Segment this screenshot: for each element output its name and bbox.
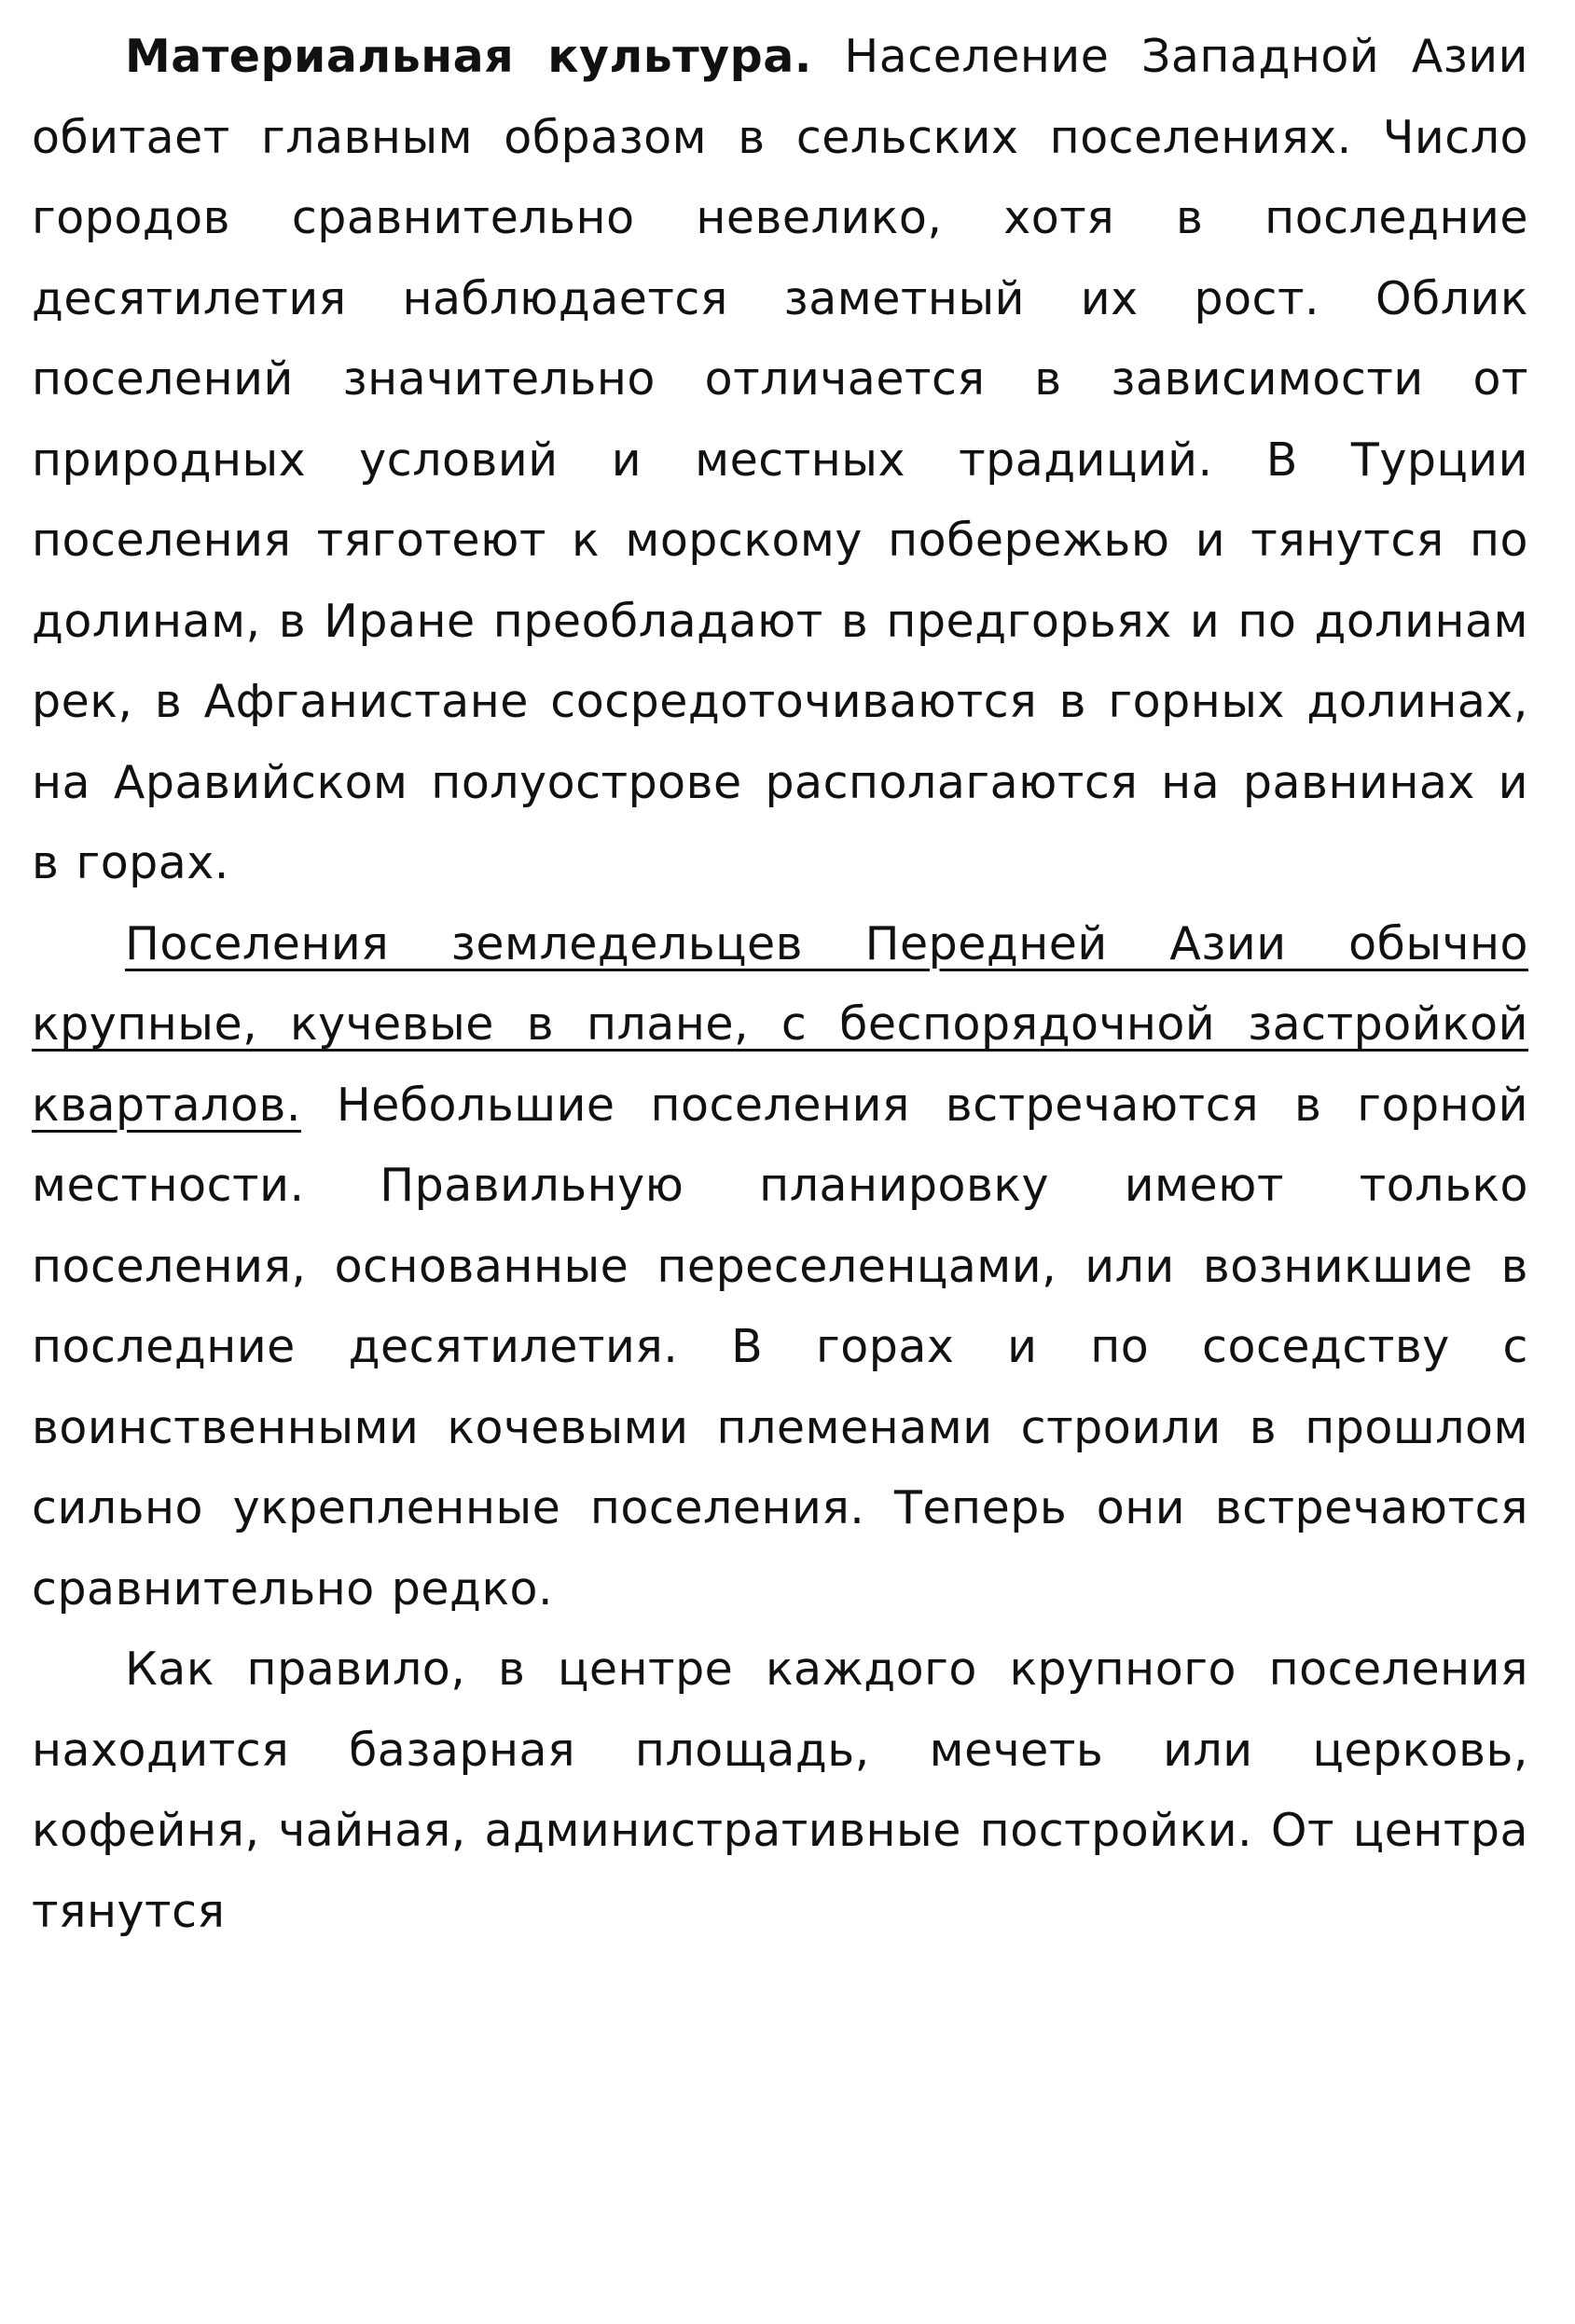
paragraph-center bbox=[32, 1630, 1528, 1952]
paragraph-text: Как правило, в центре каждого крупного поселения находится базарная площадь, мечеть или церковь, кофейня, чайная, административные постройки. От центра тянутся bbox=[32, 1643, 1528, 1938]
underlined-passage: Поселения земледельцев Передней Азии обычно крупные, кучевые в плане, с беспорядочной застройкой кварталов. bbox=[32, 916, 1528, 1132]
document-page bbox=[32, 17, 1528, 1952]
paragraph-settlements bbox=[32, 904, 1528, 1630]
paragraph-material-culture bbox=[32, 17, 1528, 904]
paragraph-text: Небольшие поселения встречаются в горной местности. Правильную планировку имеют только поселения, основанные переселенцами, или возникшие в последние десятилетия. В горах и по соседству с воинственными кочевыми племенами строили в прошлом сильно укрепленные поселения. Теперь они встречаются сравнительно редко. bbox=[32, 1078, 1528, 1616]
section-heading: Материальная культура. bbox=[125, 30, 812, 83]
paragraph-text: Население Западной Азии обитает главным образом в сельских поселениях. Число городов сравнительно невелико, хотя в последние десятилетия наблюдается заметный их рост. Облик поселений значительно отличается в зависимости от природных условий и местных традиций. В Турции поселения тяготеют к морскому побережью и тянутся по долинам, в Иране преобладают в предгорьях и по долинам рек, в Афганистане сосредоточиваются в горных долинах, на Аравийском полуострове располагаются на равнинах и в горах. bbox=[32, 30, 1528, 889]
